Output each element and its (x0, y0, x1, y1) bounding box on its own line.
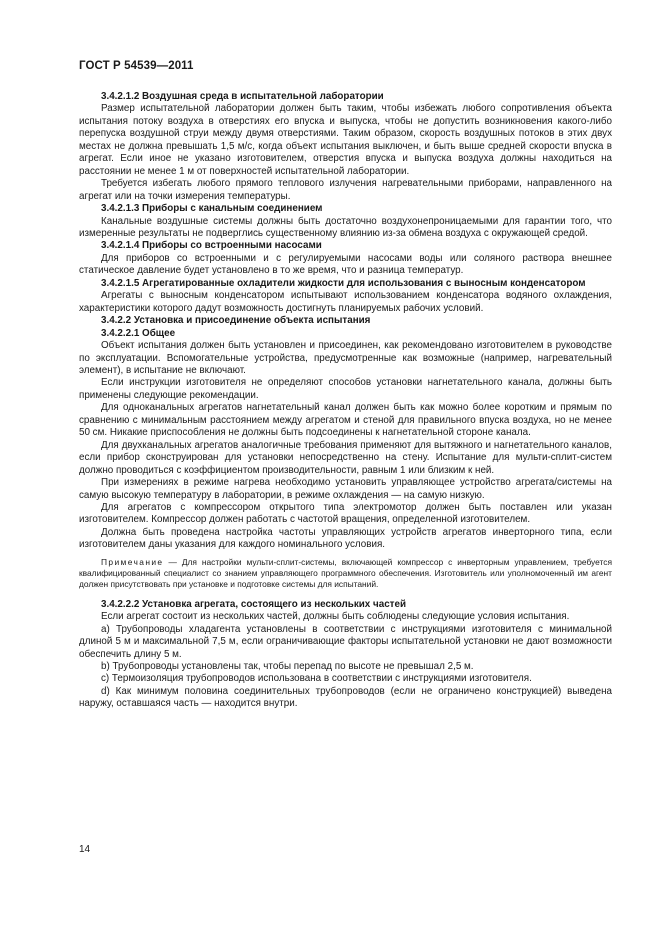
body-paragraph: а) Трубопроводы хладагента установлены в соответствии с инструкциями изготовителя с минимальной длиной 5 м и максимальной 7,5 м, если ограничивающие факторы испытательной установки не дают возможности обеспечить длину 5 м. (79, 623, 612, 660)
body-paragraph: Размер испытательной лаборатории должен быть таким, чтобы избежать любого сопротивления объекта испытания потоку воздуха в отверстиях его впуска и выпуска, чтобы не допустить возникновения какого-либо перепуска воздушной струи между двумя отверстиями. Таким образом, скорость воздушных потоков в этих двух местах не должна превышать 1,5 м/с, когда объект испытания выключен, и быть выше средней скорости впуска в агрегат. Если иное не указано изготовителем, отверстия впуска и выпуска воздуха должны находиться на расстоянии не менее 1 м от поверхностей испытательной лаборатории. (79, 103, 612, 177)
document-standard-id: ГОСТ Р 54539—2011 (79, 60, 194, 72)
body-paragraph: Объект испытания должен быть установлен и присоединен, как рекомендовано изготовителем в руководстве по эксплуатации. Вспомогательные устройства, предусмотренные как возможные (например, нагревательный элемент), в испытание не включают. (79, 340, 612, 376)
section-heading: 3.4.2.1.2 Воздушная среда в испытательной лаборатории (101, 91, 384, 102)
page-number: 14 (79, 844, 91, 855)
body-paragraph: d) Как минимум половина соединительных трубопроводов (если не ограничено конструкцией) выведена наружу, оставшаяся часть — находится внутри. (79, 685, 612, 710)
body-paragraph: Требуется избегать любого прямого теплового излучения нагревательными приборами, направленного на агрегат или на точки измерения температуры. (79, 178, 612, 202)
section-heading: 3.4.2.2.2 Установка агрегата, состоящего из нескольких частей (101, 598, 407, 610)
section-heading: 3.4.2.1.3 Приборы с канальным соединением (101, 203, 323, 215)
note-label: Примечание (101, 556, 164, 567)
body-paragraph: Для двухканальных агрегатов аналогичные требования применяют для вытяжного и нагнетательного каналов, если прибор сконструирован для установки непосредственно на стену. Испытание для мульти-сплит-систем должно проводиться с коэффициентом производительности, равным 1 или близким к ней. (79, 439, 612, 476)
body-paragraph: Если инструкции изготовителя не определяют способов установки нагнетательного канала, должны быть применены следующие рекомендации. (79, 377, 612, 401)
body-paragraph: При измерениях в режиме нагрева необходимо установить управляющее устройство агрегата/системы на самую высокую температуру в лаборатории, в режиме охлаждения — на самую низкую. (79, 477, 612, 501)
body-paragraph: Для приборов со встроенными и с регулируемыми насосами воды или соляного раствора внешнее статическое давление будет установлено в то же время, что и разница температур. (79, 252, 612, 277)
section-heading: 3.4.2.1.4 Приборы со встроенными насосами (101, 240, 322, 252)
section-heading: 3.4.2.2 Установка и присоединение объекта испытания (101, 315, 371, 327)
body-paragraph: Для одноканальных агрегатов нагнетательный канал должен быть как можно более коротким и прямым по сравнению с минимальным расстоянием между агрегатом и стеной для правильного впуска воздуха, но не менее 50 см. Никакие приспособления не должны быть подсоединены к нагнетательной стороне канала. (79, 402, 612, 439)
note-text: — Для настройки мульти-сплит-системы, включающей компрессор с инверторным управлением, требуется квалифицированный специалист со знанием управляющего программного обеспечения. Изготовитель или уполномоченный им агент должен присутствовать при установке и подготовке системы для испытаний. (79, 556, 612, 589)
body-paragraph: b) Трубопроводы установлены так, чтобы перепад по высоте не превышал 2,5 м. (101, 661, 474, 673)
body-paragraph: Агрегаты с выносным конденсатором испытывают использованием конденсатора водяного охлаждения, характеристики которого дадут возможность достигнуть планируемых рабочих условий. (79, 290, 612, 314)
body-paragraph: Должна быть проведена настройка частоты управляющих устройств агрегатов инверторного типа, если изготовителем даны указания для каждого номинального условия. (79, 526, 612, 551)
body-paragraph: Для агрегатов с компрессором открытого типа электромотор должен быть поставлен или указан изготовителем. Компрессор должен работать с частотой вращения, определенной изготовителем. (79, 501, 612, 526)
section-heading: 3.4.2.1.5 Агрегатированные охладители жидкости для использования с выносным конденсатором (101, 277, 586, 289)
section-heading: 3.4.2.2.1 Общее (101, 327, 176, 339)
document-body (79, 91, 612, 711)
body-paragraph: Канальные воздушные системы должны быть достаточно воздухонепроницаемыми для гарантии того, что измеренные результаты не подверглись существенному влиянию из-за обмена воздуха с окружающей средой. (79, 215, 612, 239)
note-paragraph (79, 557, 612, 590)
body-paragraph: c) Термоизоляция трубопроводов использована в соответствии с инструкциями изготовителя. (101, 673, 532, 685)
body-paragraph: Если агрегат состоит из нескольких частей, должны быть соблюдены следующие условия испытания. (101, 611, 570, 623)
